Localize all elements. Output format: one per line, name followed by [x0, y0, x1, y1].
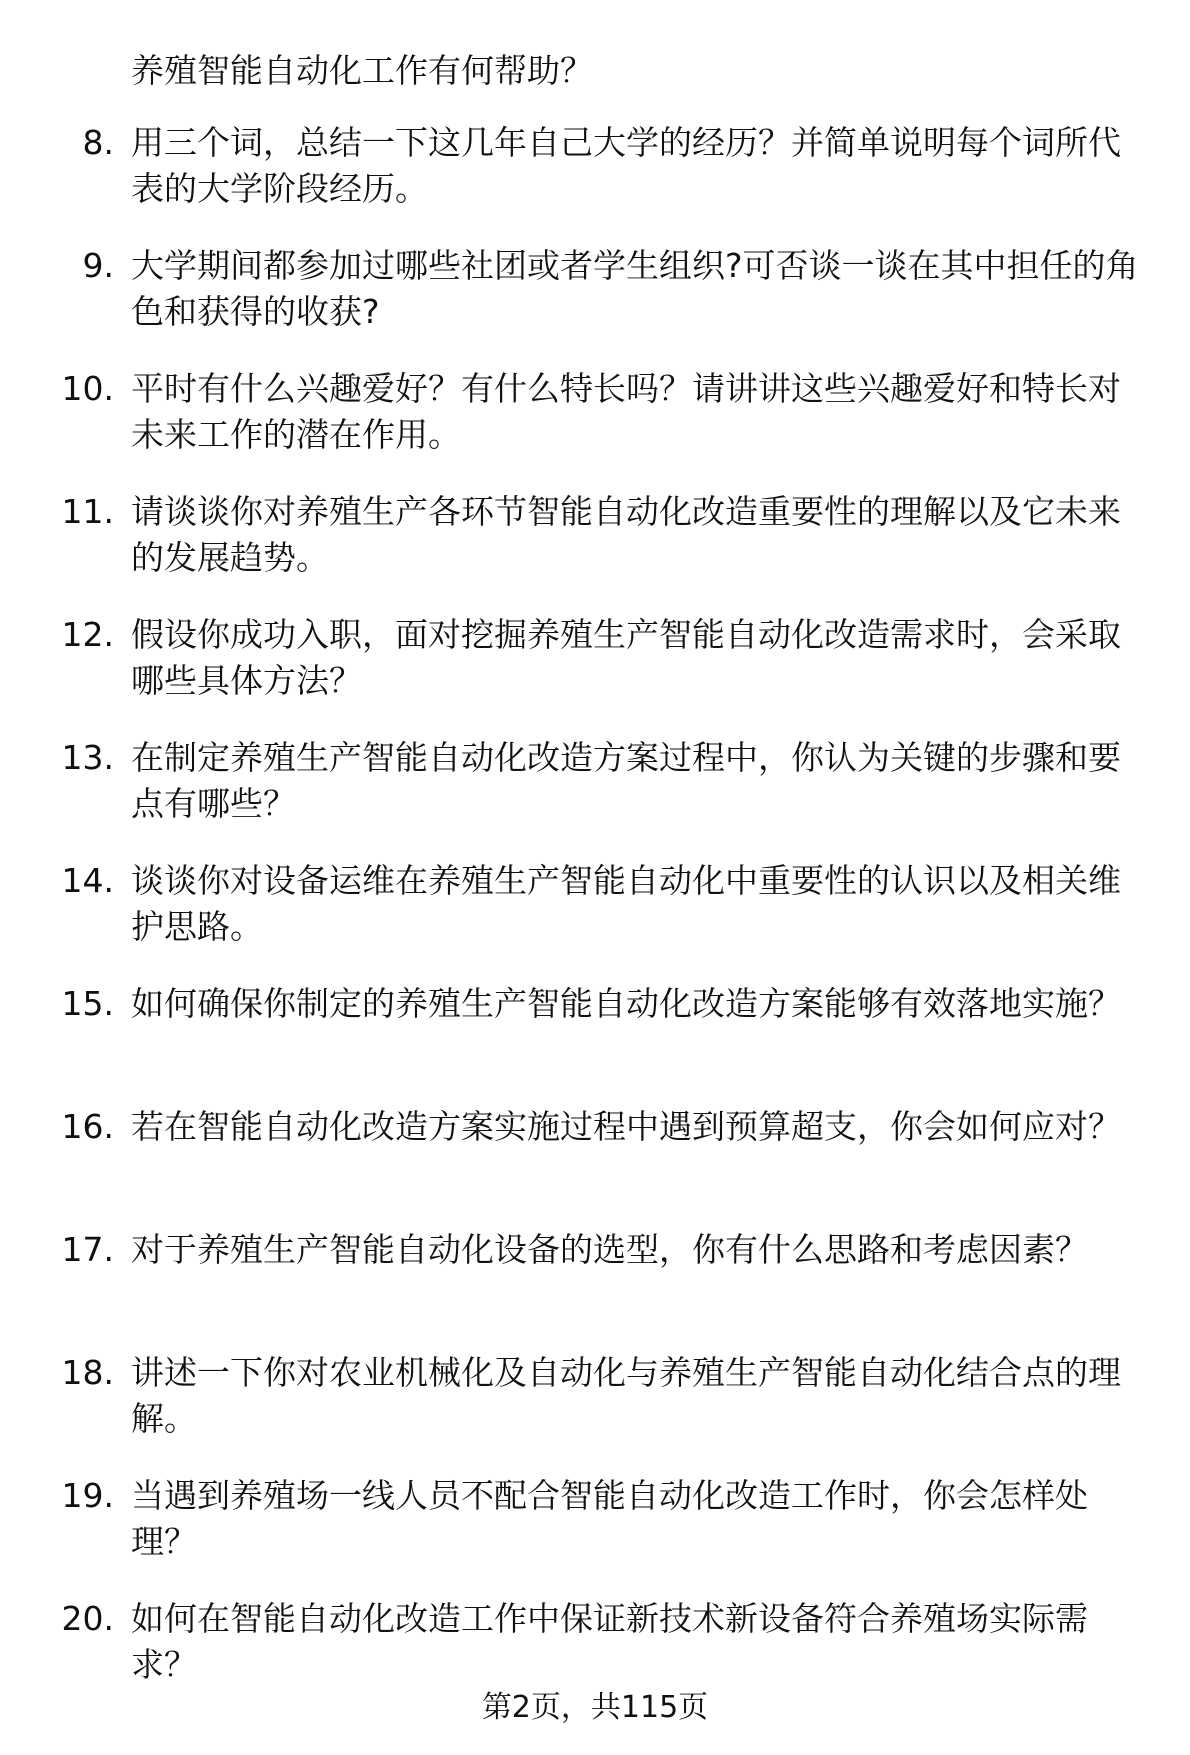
question-text: 请谈谈你对养殖生产各环节智能自动化改造重要性的理解以及它未来的发展趋势。: [131, 492, 1121, 577]
question-text: 在制定养殖生产智能自动化改造方案过程中，你认为关键的步骤和要点有哪些？: [131, 738, 1121, 823]
question-number: 18.: [61, 1353, 114, 1392]
question-item: [0, 366, 1190, 489]
question-text: 谈谈你对设备运维在养殖生产智能自动化中重要性的认识以及相关维护思路。: [131, 861, 1121, 946]
question-item: [0, 735, 1190, 858]
question-number: 19.: [61, 1476, 114, 1515]
question-number: 16.: [61, 1107, 114, 1146]
question-text: 对于养殖生产智能自动化设备的选型，你有什么思路和考虑因素？: [131, 1230, 1088, 1269]
question-item: [0, 243, 1190, 366]
question-number: 17.: [61, 1230, 114, 1269]
question-item: [0, 120, 1190, 243]
question-item: [0, 612, 1190, 735]
question-number: 20.: [61, 1599, 114, 1638]
question-number: 12.: [61, 615, 114, 654]
question-text: 如何确保你制定的养殖生产智能自动化改造方案能够有效落地实施？: [131, 984, 1121, 1023]
question-number: 8.: [82, 123, 114, 162]
page-footer: 第2页，共115页: [481, 1690, 709, 1725]
question-item: [0, 1227, 1190, 1350]
question-item: [0, 489, 1190, 612]
question-text: 假设你成功入职，面对挖掘养殖生产智能自动化改造需求时，会采取哪些具体方法？: [131, 615, 1121, 700]
question-text: 用三个词，总结一下这几年自己大学的经历？并简单说明每个词所代表的大学阶段经历。: [131, 123, 1121, 208]
question-item: [0, 1473, 1190, 1596]
question-text: 平时有什么兴趣爱好？有什么特长吗？请讲讲这些兴趣爱好和特长对未来工作的潜在作用。: [131, 369, 1121, 454]
question-number: 10.: [61, 369, 114, 408]
question-text: 大学期间都参加过哪些社团或者学生组织?可否谈一谈在其中担任的角色和获得的收获?: [131, 246, 1139, 331]
question-text: 讲述一下你对农业机械化及自动化与养殖生产智能自动化结合点的理解。: [131, 1353, 1121, 1438]
question-item: [0, 981, 1190, 1104]
continued-question-text: 养殖智能自动化工作有何帮助？: [131, 51, 593, 90]
question-item: [0, 1104, 1190, 1227]
question-list: [0, 120, 1190, 1719]
question-number: 15.: [61, 984, 114, 1023]
question-number: 11.: [61, 492, 114, 531]
question-item: [0, 1350, 1190, 1473]
question-text: 当遇到养殖场一线人员不配合智能自动化改造工作时，你会怎样处理？: [131, 1476, 1088, 1561]
question-text: 如何在智能自动化改造工作中保证新技术新设备符合养殖场实际需求？: [131, 1599, 1088, 1684]
question-text: 若在智能自动化改造方案实施过程中遇到预算超支，你会如何应对？: [131, 1107, 1121, 1146]
question-number: 9.: [82, 246, 114, 285]
question-item: [0, 858, 1190, 981]
question-number: 14.: [61, 861, 114, 900]
question-number: 13.: [61, 738, 114, 777]
